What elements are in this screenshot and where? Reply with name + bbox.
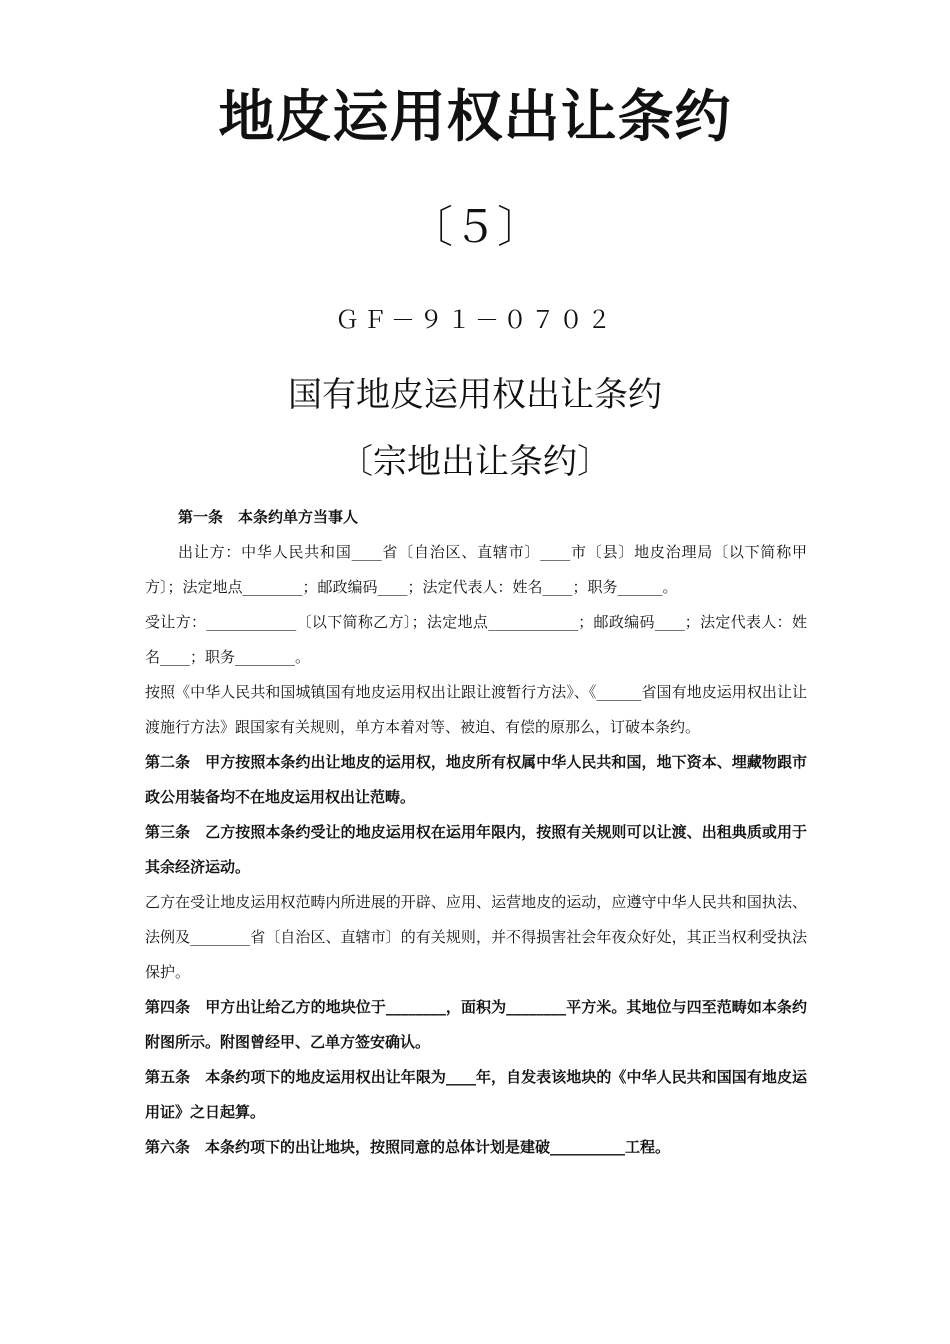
paragraph-basis: 按照《中华人民共和国城镇国有地皮运用权出让跟让渡暂行方法》、《______省国有地皮运用权出让让渡施行方法》跟国家有关规则，单方本着对等、被迫、有偿的原那么，订破本条约。 [145, 683, 807, 736]
paragraph-grantee-rights: 乙方在受让地皮运用权范畴内所进展的开辟、应用、运营地皮的运动，应遵守中华人民共和国执法、法例及________省〔自治区、直辖市〕的有关规则，并不得损害社会年夜众好处，其正当权利受执法保护。 [145, 893, 807, 981]
article-1-heading: 第一条 本条约单方当事人 [178, 508, 359, 526]
document-code: ＧＦ－９１－０７０２ [335, 306, 615, 334]
paragraph-grantor: 出让方：中华人民共和国____省〔自治区、直辖市〕____市〔县〕地皮治理局〔以下简称甲方〕；法定地点________；邮政编码____；法定代表人：姓名____；职务______。 [145, 543, 807, 596]
paragraph-grantee: 受让方：____________〔以下简称乙方〕；法定地点____________；邮政编码____；法定代表人：姓名____；职务________。 [145, 613, 807, 666]
article-6: 第六条 本条约项下的出让地块，按照同意的总体计划是建破__________工程。 [145, 1138, 671, 1156]
document-issue-number: 〔５〕 [409, 202, 541, 253]
article-4: 第四条 甲方出让给乙方的地块位于________，面积为________平方米。其地位与四至范畴如本条约附图所示。附图曾经甲、乙单方签安确认。 [145, 998, 807, 1051]
article-2: 第二条 甲方按照本条约出让地皮的运用权，地皮所有权属中华人民共和国，地下资本、埋藏物跟市政公用装备均不在地皮运用权出让范畴。 [145, 753, 807, 806]
article-5: 第五条 本条约项下的地皮运用权出让年限为____年，自发表该地块的《中华人民共和国国有地皮运用证》之日起算。 [145, 1068, 807, 1121]
document-subtitle: 国有地皮运用权出让条约 [288, 375, 662, 415]
document-title: 地皮运用权出让条约 [218, 85, 732, 150]
document-subtitle-type: 〔宗地出让条约〕 [339, 442, 611, 482]
document-body [145, 500, 807, 1165]
article-3: 第三条 乙方按照本条约受让的地皮运用权在运用年限内，按照有关规则可以让渡、出租典质或用于其余经济运动。 [145, 823, 807, 876]
